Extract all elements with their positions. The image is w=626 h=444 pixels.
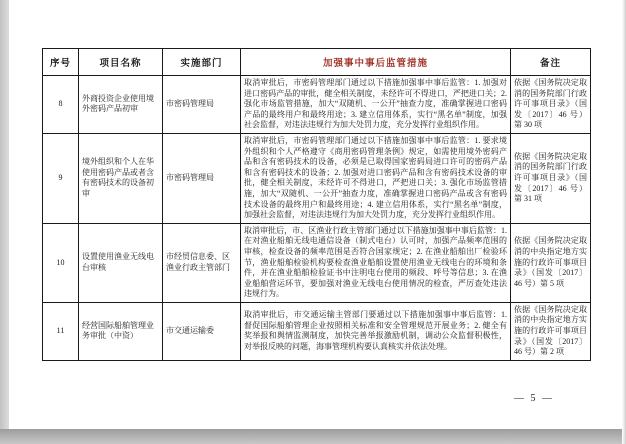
table-header-row — [43, 49, 591, 76]
document-page — [9, 0, 622, 429]
table-row — [43, 302, 591, 360]
cell-measures: 取消审批后，市交通运输主管部门要通过以下措施加强事中事后监管：1. 督促国际船舶管理企业按照相关标准和安全管理规范开展业务；2. 健全有奖举报和舆情监测制度，加快完善举报激励机制，调动公众监督积极性，对举报反映的问题，海事管理机构要认真核实并依法处理。 — [241, 302, 511, 360]
cell-measures: 取消审批后，市、区渔业行政主管部门通过以下措施加强事中事后监管：1. 在对渔业船舶无线电通信设备（制式电台）认可时，加强产品频率范围的审核，检查设备的频率范围是否符合国家规定；2. 在渔业船舶出厂检验环节，渔业船舶检验机构要检查渔业船舶设置使用渔业无线电台的环境和条件，并在渔业船舶检验证书中注明电台使用的频段、呼号等信息；3. 在渔业船舶营运环节，要加强对渔业无线电台使用情况的检查，严厉查处违法违规行为。 — [241, 223, 511, 302]
header-col-name: 项目名称 — [79, 49, 163, 76]
table-row — [43, 76, 591, 134]
cell-name: 外商投资企业使用境外密码产品初审 — [79, 76, 163, 134]
cell-measures: 取消审批后，市密码管理部门通过以下措施加强事中事后监管：1. 要求境外组织和个人严格遵守《商用密码管理条例》规定，如需使用境外密码产品和含有密码技术的设备，必须是已取得国家密码局进口许可的密码产品和含有密码技术的设备；2. 加强对进口密码产品和含有密码技术设备的审批，健全相关制度，未经许可不得进口，严把进口关；3. 强化市场监管措施，加大“双随机、一公开”抽查力度，准确掌握进口密码产品或含有密码技术设备的最终用户和最终用途；4. 建立信用体系，实行“黑名单”制度，加强社会监督，对违法违规行为加大处罚力度，充分发挥行业组织作用。 — [241, 133, 511, 223]
cell-note: 依据《国务院决定取消的国务院部门行政许可事项目录》（国发〔2017〕46 号）第 30 项 — [511, 76, 591, 134]
table-row — [43, 223, 591, 302]
cell-num: 9 — [43, 133, 79, 223]
cell-num: 11 — [43, 302, 79, 360]
cell-num: 8 — [43, 76, 79, 134]
cell-note: 依据《国务院决定取消的中央指定地方实施的行政许可事项目录》（国发〔2017〕46 号）第 5 项 — [511, 223, 591, 302]
cell-dept: 市密码管理局 — [163, 133, 241, 223]
scan-edge-bottom — [0, 429, 626, 444]
cell-dept: 市交通运输委 — [163, 302, 241, 360]
header-col-note: 备注 — [511, 49, 591, 76]
cell-num: 10 — [43, 223, 79, 302]
cell-note: 依据《国务院决定取消的中央指定地方实施的行政许可事项目录》（国发〔2017〕46 号）第 2 项 — [511, 302, 591, 360]
table-row — [43, 133, 591, 223]
table-body — [43, 76, 591, 361]
cell-measures: 取消审批后，市密码管理部门通过以下措施加强事中事后监管：1. 加强对进口密码产品的审批，健全相关制度，未经许可不得进口，严把进口关；2. 强化市场监管措施，加大“双随机、一公开”抽查力度，准确掌握进口密码产品的最终用户和最终用途；3. 建立信用体系，实行“黑名单”制度，加强社会监督，对违法违规行为加大处罚力度，充分发挥行业组织作用。 — [241, 76, 511, 134]
cell-name: 设置使用渔业无线电台审核 — [79, 223, 163, 302]
cell-note: 依据《国务院决定取消的国务院部门行政许可事项目录》（国发〔2017〕46 号）第 31 项 — [511, 133, 591, 223]
cell-dept: 市密码管理局 — [163, 76, 241, 134]
cell-dept: 市经贸信息委、区渔业行政主管部门 — [163, 223, 241, 302]
header-col-dept: 实施部门 — [163, 49, 241, 76]
scan-edge-right — [622, 0, 626, 444]
header-col-measures: 加强事中事后监管措施 — [241, 49, 511, 76]
supervision-measures-table — [42, 48, 591, 361]
scan-edge-left — [0, 0, 9, 444]
header-col-num: 序号 — [43, 49, 79, 76]
cell-name: 境外组织和个人在华使用密码产品或者含有密码技术的设备初审 — [79, 133, 163, 223]
page-number: — 5 — — [514, 393, 554, 404]
cell-name: 经营国际船舶管理业务审批（中资） — [79, 302, 163, 360]
